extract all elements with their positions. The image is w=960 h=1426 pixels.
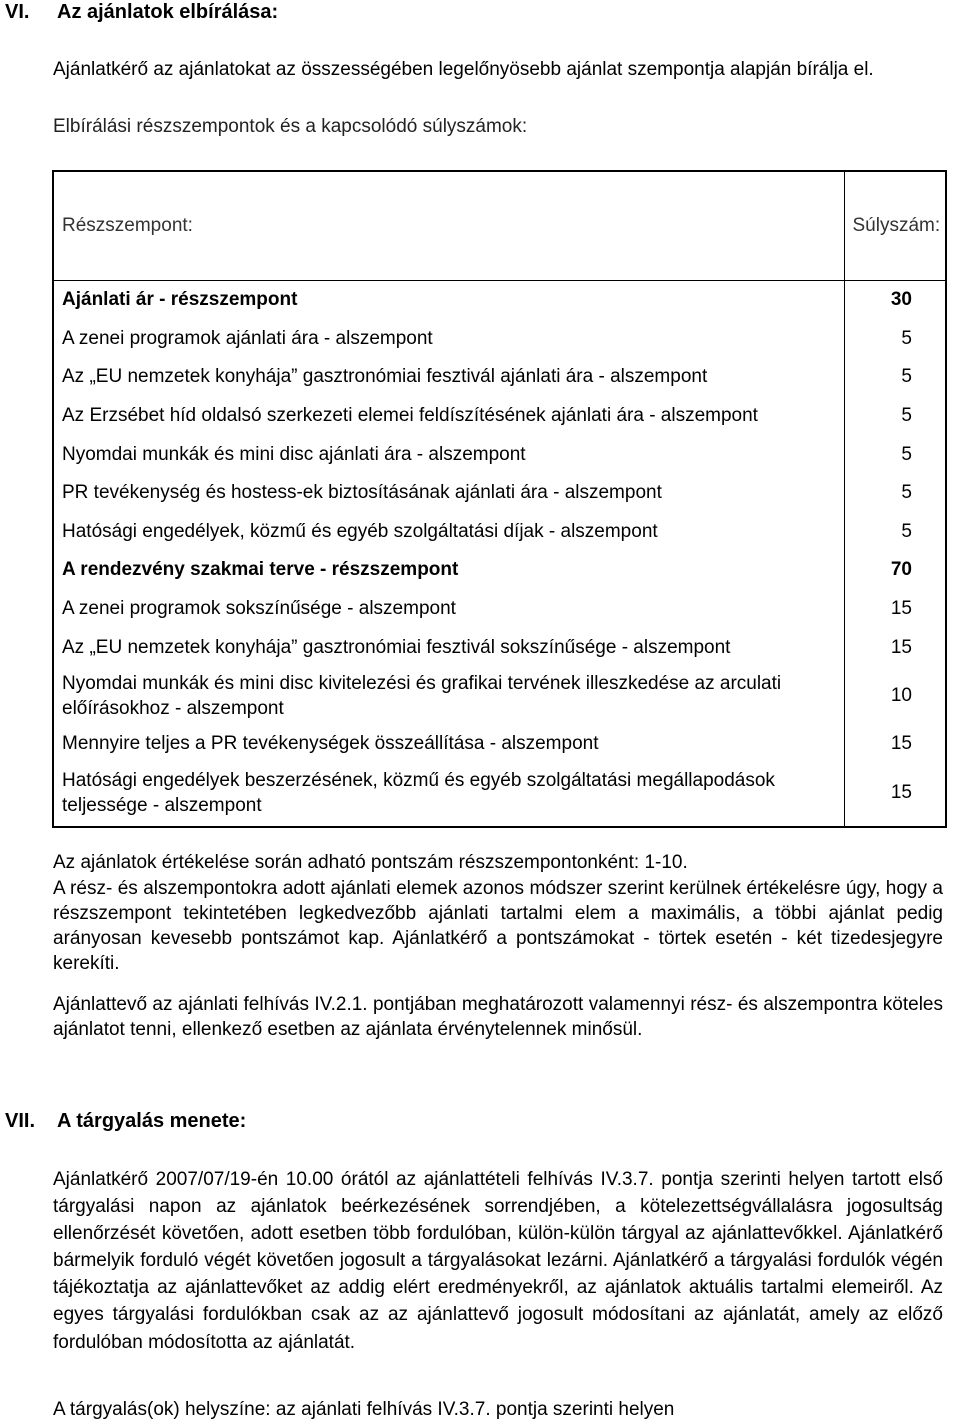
scoring-range: Az ajánlatok értékelése során adható pontszám részszempontonként: 1-10. — [53, 852, 688, 873]
criterion-weight: 5 — [844, 513, 946, 552]
section-6-number: VI. — [5, 1, 30, 23]
table-row — [53, 590, 946, 629]
criterion-label: Hatósági engedélyek, közmű és egyéb szolgáltatási díjak - alszempont — [62, 520, 658, 542]
table-row — [53, 628, 946, 667]
criterion-label: Mennyire teljes a PR tevékenységek összeállítása - alszempont — [62, 733, 599, 755]
criterion-weight: 10 — [844, 667, 946, 725]
criterion-label: A zenei programok ajánlati ára - alszempont — [62, 327, 433, 349]
criterion-label: Hatósági engedélyek beszerzésének, közmű és egyéb szolgáltatási megállapodások teljessége - alszempont — [62, 769, 775, 816]
criterion-label: Az „EU nemzetek konyhája” gasztronómiai fesztivál sokszínűsége - alszempont — [62, 636, 731, 658]
criterion-label: A rendezvény szakmai terve - részszempont — [62, 559, 459, 581]
header-weight: Súlyszám: — [844, 171, 946, 281]
section-7-title: A tárgyalás menete: — [57, 1110, 247, 1132]
header-criterion: Részszempont: — [62, 215, 193, 236]
criterion-weight: 15 — [844, 628, 946, 667]
section-6-title: Az ajánlatok elbírálása: — [57, 1, 279, 23]
criterion-weight: 5 — [844, 397, 946, 436]
criterion-weight: 5 — [844, 474, 946, 513]
criterion-weight: 30 — [844, 281, 946, 320]
negotiation-body: Ajánlatkérő 2007/07/19-én 10.00 órától az ajánlattételi felhívás IV.3.7. pontja szerinti helyen tartott első tárgyalási napon az ajánlatok beérkezésének sorrendjében, a kötelezettségvállalásra jogosultság ellenőrzését követően, adott esetben több fordulóban, külön-külön tárgyal az ajánlattevőkkel. Ajánlatkérő bármelyik forduló végét követően jogosult a tárgyalásokat lezárni. Ajánlatkérő a tárgyalási fordulók végén tájékoztatja az ajánlattevőket az addig elért eredményekről, az ajánlatok aktuális tartalmi elemeiről. Az egyes tárgyalási fordulókban csak az az ajánlattevő jogosult módosítani az ajánlatát, amely az előző fordulóban módosította az ajánlatát. — [53, 1169, 943, 1353]
table-row — [53, 725, 946, 764]
criterion-weight: 70 — [844, 551, 946, 590]
table-header-row — [53, 171, 946, 281]
table-row — [53, 435, 946, 474]
section-7-number: VII. — [5, 1110, 36, 1132]
criterion-weight: 5 — [844, 358, 946, 397]
evaluation-intro: Ajánlatkérő az ajánlatokat az összességében legelőnyösebb ajánlat szempontja alapján bírálja el. — [53, 59, 874, 80]
criterion-label: Ajánlati ár - részszempont — [53, 281, 844, 320]
table-row — [53, 764, 946, 827]
criterion-label: Nyomdai munkák és mini disc ajánlati ára - alszempont — [62, 443, 526, 465]
criterion-label: Az „EU nemzetek konyhája” gasztronómiai fesztivál ajánlati ára - alszempont — [62, 366, 708, 388]
criterion-weight: 15 — [844, 764, 946, 827]
criterion-label: A zenei programok sokszínűsége - alszempont — [62, 598, 456, 620]
negotiation-location: A tárgyalás(ok) helyszíne: az ajánlati felhívás IV.3.7. pontja szerinti helyen — [53, 1399, 675, 1420]
table-row — [53, 513, 946, 552]
criteria-table — [52, 170, 947, 828]
table-row — [53, 358, 946, 397]
criterion-weight: 15 — [844, 725, 946, 764]
criterion-weight: 5 — [844, 435, 946, 474]
table-row — [53, 551, 946, 590]
section-7-heading — [5, 1110, 246, 1133]
scoring-method: A rész- és alszempontokra adott ajánlati elemek azonos módszer szerint kerülnek értékelésre úgy, hogy a részszempont tekintetében legkedvezőbb ajánlati tartalmi elem a maximális, a többi ajánlat pedig arányosan kevesebb pontszámot kap. Ajánlatkérő a pontszámokat - törtek esetén - két tizedesjegyre kerekíti. — [53, 878, 943, 974]
criterion-label: Nyomdai munkák és mini disc kivitelezési és grafikai tervének illeszkedése az arculati előírásokhoz - alszempont — [62, 672, 782, 719]
table-row — [53, 320, 946, 359]
criterion-weight: 15 — [844, 590, 946, 629]
table-row — [53, 667, 946, 725]
section-6-heading — [5, 1, 278, 24]
table-row — [53, 474, 946, 513]
obligation-note: Ajánlattevő az ajánlati felhívás IV.2.1. pontjában meghatározott valamennyi rész- és alszempontra köteles ajánlatot tenni, ellenkező esetben az ajánlata érvénytelennek minősül. — [53, 994, 943, 1040]
table-row — [53, 281, 946, 320]
criteria-intro: Elbírálási részszempontok és a kapcsolódó súlyszámok: — [53, 116, 528, 137]
criterion-label: PR tevékenység és hostess-ek biztosításának ajánlati ára - alszempont — [62, 482, 662, 504]
criterion-label: Az Erzsébet híd oldalsó szerkezeti elemei feldíszítésének ajánlati ára - alszempont — [62, 405, 758, 427]
table-row — [53, 397, 946, 436]
criterion-weight: 5 — [844, 320, 946, 359]
